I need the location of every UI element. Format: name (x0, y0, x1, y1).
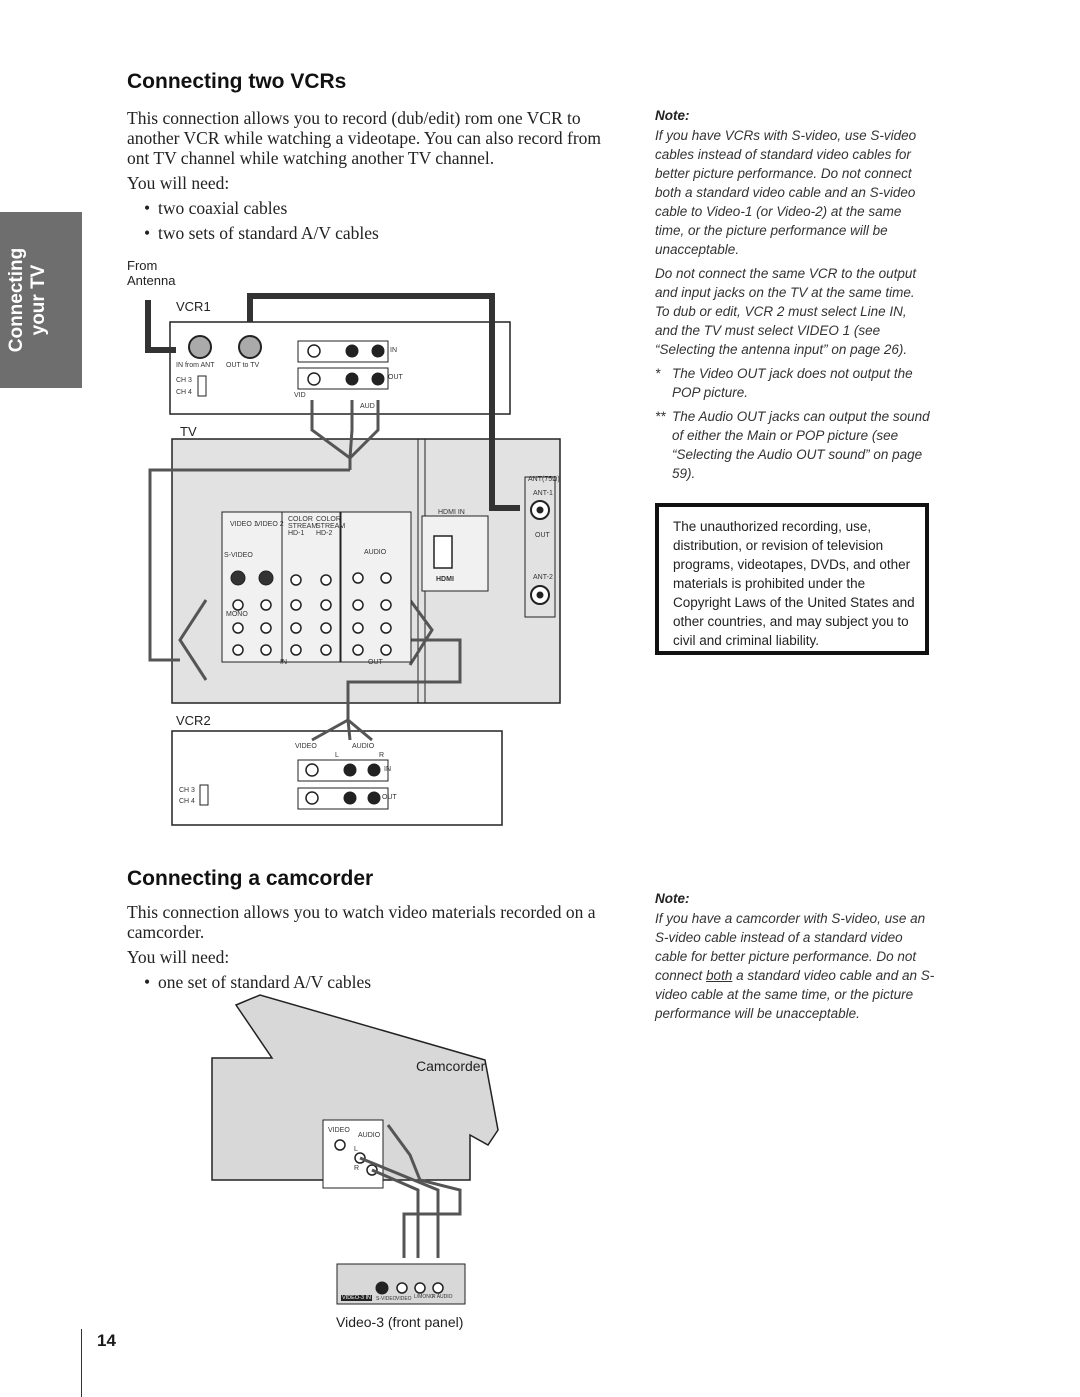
note1-paragraph2: Do not connect the same VCR to the output and input jacks on the TV at the same time. To dub or edit, VCR 2 must select Line IN, and the TV must select VIDEO 1 (see “Selecting the antenna input” on page 26). (655, 266, 917, 357)
list-item: • two sets of standard A/V cables (144, 223, 379, 248)
hdmi-in-label: HDMI IN (438, 509, 465, 516)
note1-paragraph1: If you have VCRs with S-video, use S-video cables instead of standard video cables for better picture performance. Do not connect both a standard video cable and an S-video cable to Video-1 (or Video-2) at the same time, or the picture performance will be unacceptable. (655, 128, 917, 257)
vcr2-ch3-label: CH 3 (179, 787, 195, 794)
front-panel-r-audio-label: R AUDIO (432, 1294, 453, 1300)
panel-out-label: OUT (368, 659, 383, 666)
page-number: 14 (97, 1331, 116, 1350)
front-panel-svideo-label: S-VIDEO (376, 1296, 397, 1302)
section1-intro: This connection allows you to record (dub/edit) rom one VCR to another VCR while watching a videotape. You can also record from ont TV channel while watching another TV channel. (127, 108, 602, 168)
front-panel-video3-label: VIDEO-3 IN (342, 1295, 372, 1301)
section-title-two-vcrs: Connecting two VCRs (127, 70, 347, 93)
side-tab-line1: Connecting (6, 247, 27, 353)
note2-text-a: If you have a camcorder with S-video, use an S-video cable instead of a standard video cable for better picture performance. Do not connect (655, 911, 926, 983)
tv-label: TV (180, 424, 197, 439)
ant75-label: ANT(75Ω) (528, 476, 560, 483)
panel-in-label: IN (280, 659, 287, 666)
camcorder-audio-label: AUDIO (358, 1132, 381, 1139)
vcr2-ch4-label: CH 4 (179, 798, 195, 805)
vcr2-box (172, 731, 502, 825)
vcr1-in-label: IN (390, 347, 397, 354)
page-number-rule (81, 1329, 82, 1397)
camcorder-r-label: R (354, 1165, 360, 1172)
vcr1-out-label: OUT (388, 374, 403, 381)
section2-need: You will need: (127, 947, 230, 967)
vcr2-audio-label: AUDIO (352, 743, 375, 750)
note2-paragraph (655, 909, 937, 1023)
ant-out-label: OUT (535, 532, 550, 539)
vcr1-label: VCR1 (176, 299, 211, 314)
hdmi-logo: HDMI (436, 576, 454, 583)
camcorder-video-label: VIDEO (328, 1127, 350, 1134)
section2-intro: This connection allows you to watch video materials recorded on a camcorder. (127, 902, 596, 942)
audio-out-label: AUDIO (364, 549, 387, 556)
list-item: • one set of standard A/V cables (144, 972, 371, 997)
copyright-warning-text: The unauthorized recording, use, distribution, or revision of television programs, videotapes, DVDs, and other materials is prohibited under the Copyright Laws of the United States and other countries, and may subject you to civil and criminal liability. (673, 519, 915, 648)
vcr1-video-label: VID (294, 392, 306, 399)
note2-text-b: a standard video cable and an S-video cable at the same time, or the picture performance will be unacceptable. (655, 968, 935, 1021)
note1-mark-star: * (655, 366, 661, 381)
video1-label: VIDEO 1 (230, 521, 258, 528)
camcorder-label: Camcorder (416, 1058, 486, 1074)
vcr2-r-label: R (379, 752, 385, 759)
vcr1-ch3-label: CH 3 (176, 377, 192, 384)
note2-underlined: both (706, 968, 733, 983)
ant2-label: ANT-2 (533, 574, 553, 581)
vcr2-l-label: L (335, 752, 339, 759)
in-from-ant-label: IN from ANT (176, 362, 215, 369)
mono-label: MONO (226, 611, 248, 618)
note1-paragraph4: The Audio OUT jacks can output the sound of either the Main or POP picture (see “Selecting the Audio OUT sound” on page 59). (672, 409, 930, 481)
note1-mark-double-star: ** (655, 409, 666, 424)
section2-list (144, 972, 371, 997)
note2-heading: Note: (655, 891, 690, 906)
vcr1-ch4-label: CH 4 (176, 389, 192, 396)
vcr2-in-label: IN (384, 766, 391, 773)
front-panel-video-label: VIDEO (396, 1296, 412, 1302)
section1-need: You will need: (127, 173, 230, 193)
vcr2-label: VCR2 (176, 713, 211, 728)
list-item: • two coaxial cables (144, 198, 379, 223)
front-panel-lmono-label: L/MONO (414, 1294, 434, 1300)
note1-paragraph3: The Video OUT jack does not output the POP picture. (672, 366, 913, 400)
camcorder-l-label: L (354, 1146, 358, 1153)
side-tab-line2: your TV (28, 264, 49, 336)
from-label: From (127, 258, 158, 273)
antenna-label: Antenna (127, 273, 176, 288)
color-stream-hd1-label: COLOR STREAM HD-1 (288, 516, 318, 537)
note1-heading: Note: (655, 108, 690, 123)
front-panel-caption: Video-3 (front panel) (336, 1314, 464, 1330)
vcr2-out-label: OUT (382, 794, 397, 801)
ant1-label: ANT-1 (533, 490, 553, 497)
out-to-tv-label: OUT to TV (226, 362, 260, 369)
color-stream-hd2-label: COLOR STREAM HD-2 (316, 516, 346, 537)
vcr2-video-label: VIDEO (295, 743, 317, 750)
video2-label: VIDEO 2 (256, 521, 284, 528)
svideo-label: S-VIDEO (224, 552, 253, 559)
section-title-camcorder: Connecting a camcorder (127, 867, 374, 890)
vcr1-audio-label: AUD (360, 403, 375, 410)
